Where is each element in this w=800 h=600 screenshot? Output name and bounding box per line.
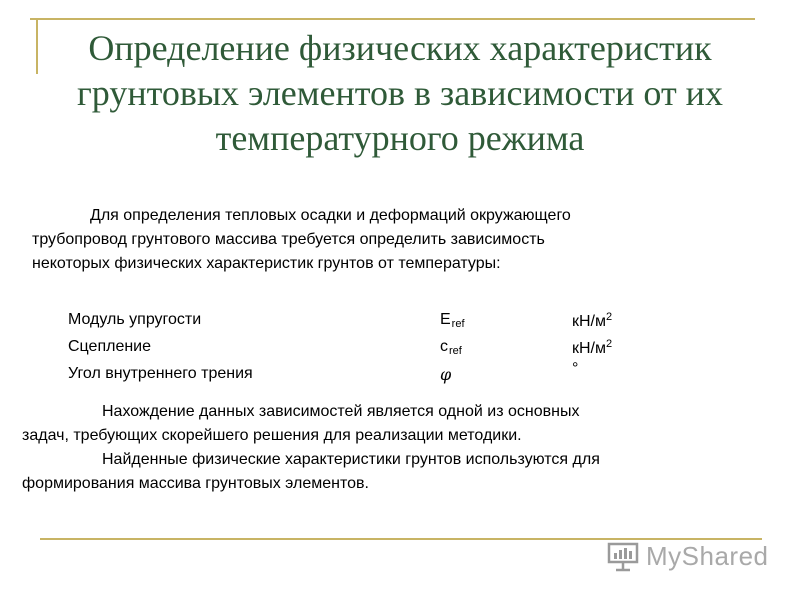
slide-title [40,26,760,161]
param-row-modulus [68,308,688,335]
presentation-board-icon [606,539,640,573]
outro-line-4: формирования массива грунтовых элементов. [22,475,369,492]
title-line-1: Определение физических характеристик [88,28,712,68]
outro-line-1: Нахождение данных зависимостей является одной из основных [102,403,580,420]
left-rule [36,18,38,74]
param-name: Сцепление [68,338,152,355]
top-rule [30,18,755,20]
title-line-3: температурного режима [215,118,585,158]
title-line-2: грунтовых элементов в зависимости от их [77,73,723,113]
param-symbol: φ [440,365,452,384]
intro-line-2: трубопровод грунтового массива требуется определить зависимость [32,231,545,248]
param-name: Модуль упругости [68,311,202,328]
watermark-logo [606,538,769,574]
param-name: Угол внутреннего трения [68,365,253,382]
param-unit: $кН/м^2$ [572,338,613,357]
param-unit: ° [572,360,579,377]
param-row-friction-angle [68,362,688,389]
param-symbol: $c_{ref}$ [440,338,462,357]
intro-line-3: некоторых физических характеристик грунтов от температуры: [32,255,501,272]
param-row-cohesion [68,335,688,362]
outro-line-3: Найденные физические характеристики грунтов используются для [102,451,600,468]
parameters-list [68,308,688,389]
param-unit: $кН/м^2$ [572,311,613,330]
intro-line-1: Для определения тепловых осадки и деформаций окружающего [90,207,571,224]
outro-line-2: задач, требующих скорейшего решения для реализации методики. [22,427,522,444]
param-symbol: $E_{ref}$ [440,311,465,330]
watermark-text: MyShared [646,540,769,571]
intro-paragraph [32,204,732,276]
conclusion-paragraph [22,400,762,496]
